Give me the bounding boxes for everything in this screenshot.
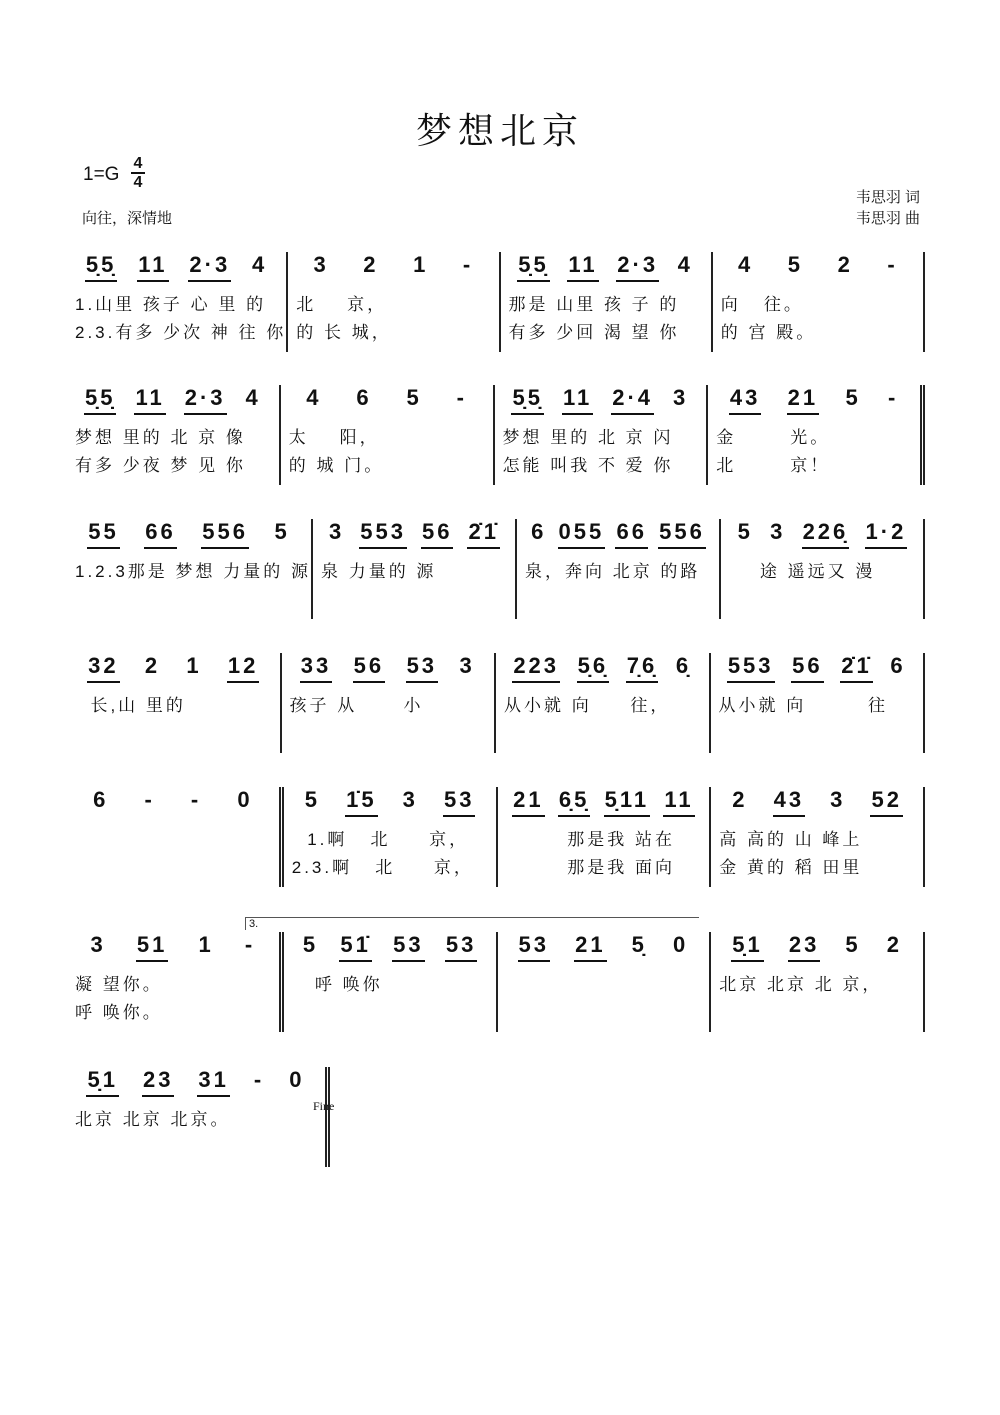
note-group: 11 [567, 252, 598, 282]
note-group: 53 [443, 787, 475, 817]
dash-extension: - [190, 787, 202, 812]
measure [75, 1067, 330, 1167]
measure [711, 932, 925, 1032]
measure [75, 385, 281, 485]
note-group: 2̇1̇ [840, 653, 872, 683]
note-group: 6 [531, 519, 547, 544]
lyric-verse-2: 2.3.有多 少次 神 往 你 [75, 323, 287, 342]
note-group: 3 [770, 519, 786, 544]
note-group: 6 [93, 787, 109, 812]
note-group: 11 [137, 252, 168, 282]
note-line [75, 519, 311, 549]
note-group: 3 [313, 252, 329, 277]
note-group: 5̣1 [731, 932, 763, 962]
note-group: 1 [198, 932, 214, 957]
lyric-verse-1: 1.山里 孩子 心 里 的 [75, 295, 267, 314]
measure [711, 787, 925, 887]
note-line [716, 385, 920, 415]
note-group: 6̣5̣ [558, 787, 590, 817]
note-group: 56 [353, 653, 385, 683]
note-group: 32 [87, 653, 119, 683]
note-group: 4 [738, 252, 754, 277]
note-group: 2 [363, 252, 379, 277]
lyric-verse-1: 呼 唤你 [291, 975, 383, 994]
note-group: 5 [787, 252, 804, 277]
note-group: 4 [306, 385, 322, 410]
lyric-verse-1: 1.啊 北 京， [291, 830, 470, 849]
note-line [719, 932, 923, 962]
note-group: 53 [445, 932, 477, 962]
measure [517, 519, 721, 619]
note-line [719, 653, 924, 683]
lyric-verse-2: 的 城 门。 [288, 456, 385, 475]
note-group: 0 [672, 932, 689, 957]
note-group: 5 [845, 385, 861, 410]
note-group: 43 [729, 385, 761, 415]
score-system [75, 1067, 925, 1167]
note-group: 5̣6̣ [577, 653, 609, 683]
note-group: 5̣ [631, 932, 647, 957]
note-line [506, 932, 710, 962]
note-group: 53 [518, 932, 550, 962]
note-group: 52 [870, 787, 902, 817]
lyric-verse-2: 那是我 面向 [505, 858, 676, 877]
note-group: 4 [677, 252, 693, 277]
note-line [321, 519, 515, 549]
note-group: 1 [186, 653, 202, 678]
note-group: 3 [459, 653, 475, 678]
note-group: 53 [406, 653, 438, 683]
lyric-verse-1 [506, 971, 710, 999]
measure [495, 385, 709, 485]
note-group: 11 [134, 385, 165, 415]
tempo-marking: 向往，深情地 [82, 210, 173, 227]
dash-extension: - [462, 252, 474, 277]
measure [281, 385, 495, 485]
note-group: 2·4 [611, 385, 654, 415]
measure [711, 653, 926, 753]
lyric-verse-1: 那是 山里 孩 子 的 [508, 295, 680, 314]
time-numerator: 4 [131, 155, 145, 174]
lyric-verse-1: 途 遥远又 漫 [728, 562, 876, 581]
note-group: 2 [732, 787, 748, 812]
note-line [525, 519, 719, 549]
note-line [292, 787, 496, 817]
note-group: 5̣5̣ [517, 252, 549, 282]
measure [713, 252, 925, 352]
note-line [729, 519, 923, 549]
composer-credit: 韦思羽 曲 [855, 210, 920, 227]
lyric-verse-1: 从小就 向 往， [504, 696, 671, 715]
note-group: 5 [845, 932, 861, 957]
note-group: 5̣1 [86, 1067, 118, 1097]
note-group: 43 [773, 787, 805, 817]
lyric-verse-2: 的 宫 殿。 [720, 323, 817, 342]
note-line [719, 787, 923, 817]
note-group: 7̣6̣ [626, 653, 658, 683]
dash-extension: - [253, 1067, 265, 1092]
score-system [75, 252, 925, 352]
note-group: 1̇5 [345, 787, 377, 817]
measure [75, 653, 282, 753]
note-group: 3 [672, 385, 689, 410]
note-group: 21 [512, 787, 544, 817]
lyric-verse-1: 北 京， [296, 295, 388, 314]
lyric-verse-2: 2.3.啊 北 京， [291, 858, 474, 877]
note-group: 2 [837, 252, 853, 277]
measure [282, 653, 497, 753]
note-group: 2 [886, 932, 902, 957]
lyric-verse-1: 太 阳， [288, 428, 380, 447]
note-group: 5 [274, 519, 290, 544]
score-system [75, 787, 925, 887]
note-line [721, 252, 923, 282]
lyric-verse-2: 北 京！ [716, 456, 831, 475]
measure [721, 519, 925, 619]
lyric-verse-1: 高 高的 山 峰上 [719, 830, 863, 849]
lyric-verse-2: 金 黄的 稻 田里 [719, 858, 863, 877]
note-group: 5̣11 [604, 787, 651, 817]
lyric-verse-2: 有多 少夜 梦 见 你 [75, 456, 246, 475]
note-group: 21 [787, 385, 819, 415]
note-group: 055 [558, 519, 606, 549]
note-group: 5̣5̣ [511, 385, 543, 415]
lyric-verse-1: 泉 力量的 源 [320, 562, 437, 581]
measure [288, 252, 500, 352]
note-group: 11 [663, 787, 694, 817]
measure [708, 385, 925, 485]
lyric-verse-1: 那是我 站在 [505, 830, 676, 849]
time-signature [131, 155, 145, 191]
lyric-verse-1: 从小就 向 往 [718, 696, 889, 715]
score-system [75, 653, 925, 753]
note-group: 33 [300, 653, 332, 683]
lyricist-credit: 韦思羽 词 [855, 189, 920, 206]
note-group: 4 [245, 385, 261, 410]
note-group: 23 [788, 932, 820, 962]
note-group: 3 [830, 787, 846, 812]
dash-extension: - [887, 252, 898, 277]
key-signature: 1=G [83, 164, 120, 185]
note-line [75, 932, 279, 962]
dash-extension: - [144, 787, 155, 812]
dash-extension: - [244, 932, 256, 957]
dash-extension: - [456, 385, 467, 410]
note-group: 5 [406, 385, 422, 410]
note-line [75, 385, 279, 415]
lyric-verse-1: 梦想 里的 北 京 像 [75, 428, 246, 447]
note-group: 5 [304, 787, 321, 812]
note-line [75, 653, 280, 683]
lyric-verse-2: 怎能 叫我 不 爱 你 [502, 456, 674, 475]
fine-marking: Fine [313, 1099, 335, 1113]
note-group: 5̣5̣ [84, 385, 116, 415]
lyric-verse-1: 1.2.3那是 梦想 力量的 源 [75, 562, 311, 581]
note-group: 6 [890, 653, 906, 678]
note-group: 31 [197, 1067, 229, 1097]
measure [501, 252, 713, 352]
note-line [75, 252, 286, 282]
note-group: 6 [356, 385, 372, 410]
score-system [75, 519, 925, 619]
score-system [75, 385, 925, 485]
note-group: 66 [615, 519, 647, 549]
note-group: 51 [136, 932, 168, 962]
measure [284, 932, 498, 1032]
note-group: 53 [392, 932, 424, 962]
song-title: 梦想北京 [415, 110, 584, 151]
note-group: 0 [237, 787, 253, 812]
lyric-verse-1: 长,山 里的 [75, 696, 186, 715]
note-group: 1 [413, 252, 429, 277]
note-line [504, 653, 709, 683]
note-group: 55 [87, 519, 119, 549]
note-line [75, 787, 279, 817]
volta-bracket: 3. [245, 917, 699, 930]
dash-extension: - [888, 385, 899, 410]
note-line [292, 932, 496, 962]
score-system [75, 932, 925, 1032]
measure [284, 787, 498, 887]
note-group: 56 [791, 653, 823, 683]
note-group: 6̣ [675, 653, 692, 678]
measure [498, 787, 712, 887]
note-group: 4 [252, 252, 268, 277]
note-group: 1·2 [865, 519, 908, 549]
note-group: 556 [658, 519, 706, 549]
measure [75, 932, 284, 1032]
note-group: 226̣ [802, 519, 850, 549]
note-group: 553 [359, 519, 407, 549]
note-group: 56 [421, 519, 453, 549]
note-line [296, 252, 498, 282]
note-group: 51̇ [339, 932, 371, 962]
note-group: 11 [562, 385, 593, 415]
note-group: 2 [144, 653, 161, 678]
note-line [75, 1067, 325, 1097]
note-group: 3 [328, 519, 345, 544]
note-group: 66 [144, 519, 176, 549]
note-group: 3 [402, 787, 418, 812]
note-group: 556 [201, 519, 249, 549]
note-line [509, 252, 711, 282]
lyric-verse-1: 孩子 从 小 [289, 696, 424, 715]
measure [498, 932, 712, 1032]
note-group: 2·3 [188, 252, 231, 282]
note-group: 21 [574, 932, 606, 962]
lyric-verse-1: 金 光。 [716, 428, 831, 447]
note-group: 5 [737, 519, 753, 544]
note-group: 5̣5̣ [85, 252, 117, 282]
note-group: 23 [142, 1067, 174, 1097]
note-line [290, 653, 495, 683]
measure [75, 787, 284, 887]
measure [313, 519, 517, 619]
measure [75, 252, 288, 352]
lyric-verse-2: 的 长 城， [296, 323, 392, 342]
note-group: 553 [727, 653, 775, 683]
credits [856, 187, 920, 229]
note-group: 2·3 [184, 385, 227, 415]
note-group: 2̇1̇ [467, 519, 499, 549]
note-group: 5 [302, 932, 319, 957]
lyric-verse-1: 北京 北京 北 京， [719, 975, 883, 994]
note-group: 2·3 [616, 252, 659, 282]
note-group: 0 [289, 1067, 305, 1092]
note-line [289, 385, 493, 415]
note-group: 3 [90, 932, 106, 957]
note-group: 12 [227, 653, 259, 683]
lyric-verse-2: 呼 唤你。 [75, 1003, 163, 1022]
measure [496, 653, 711, 753]
lyric-verse-1: 北京 北京 北京。 [75, 1110, 231, 1129]
lyric-verse-1: 凝 望你。 [75, 975, 163, 994]
lyric-verse-1: 泉，奔向 北京 的路 [524, 562, 701, 581]
lyric-verse-1: 向 往。 [720, 295, 804, 314]
note-group: 223 [512, 653, 560, 683]
lyric-verse-2: 有多 少回 渴 望 你 [508, 323, 680, 342]
time-denominator: 4 [133, 174, 143, 191]
note-line [506, 787, 710, 817]
lyric-verse-1: 梦想 里的 北 京 闪 [502, 428, 674, 447]
note-line [503, 385, 707, 415]
measure [75, 519, 313, 619]
